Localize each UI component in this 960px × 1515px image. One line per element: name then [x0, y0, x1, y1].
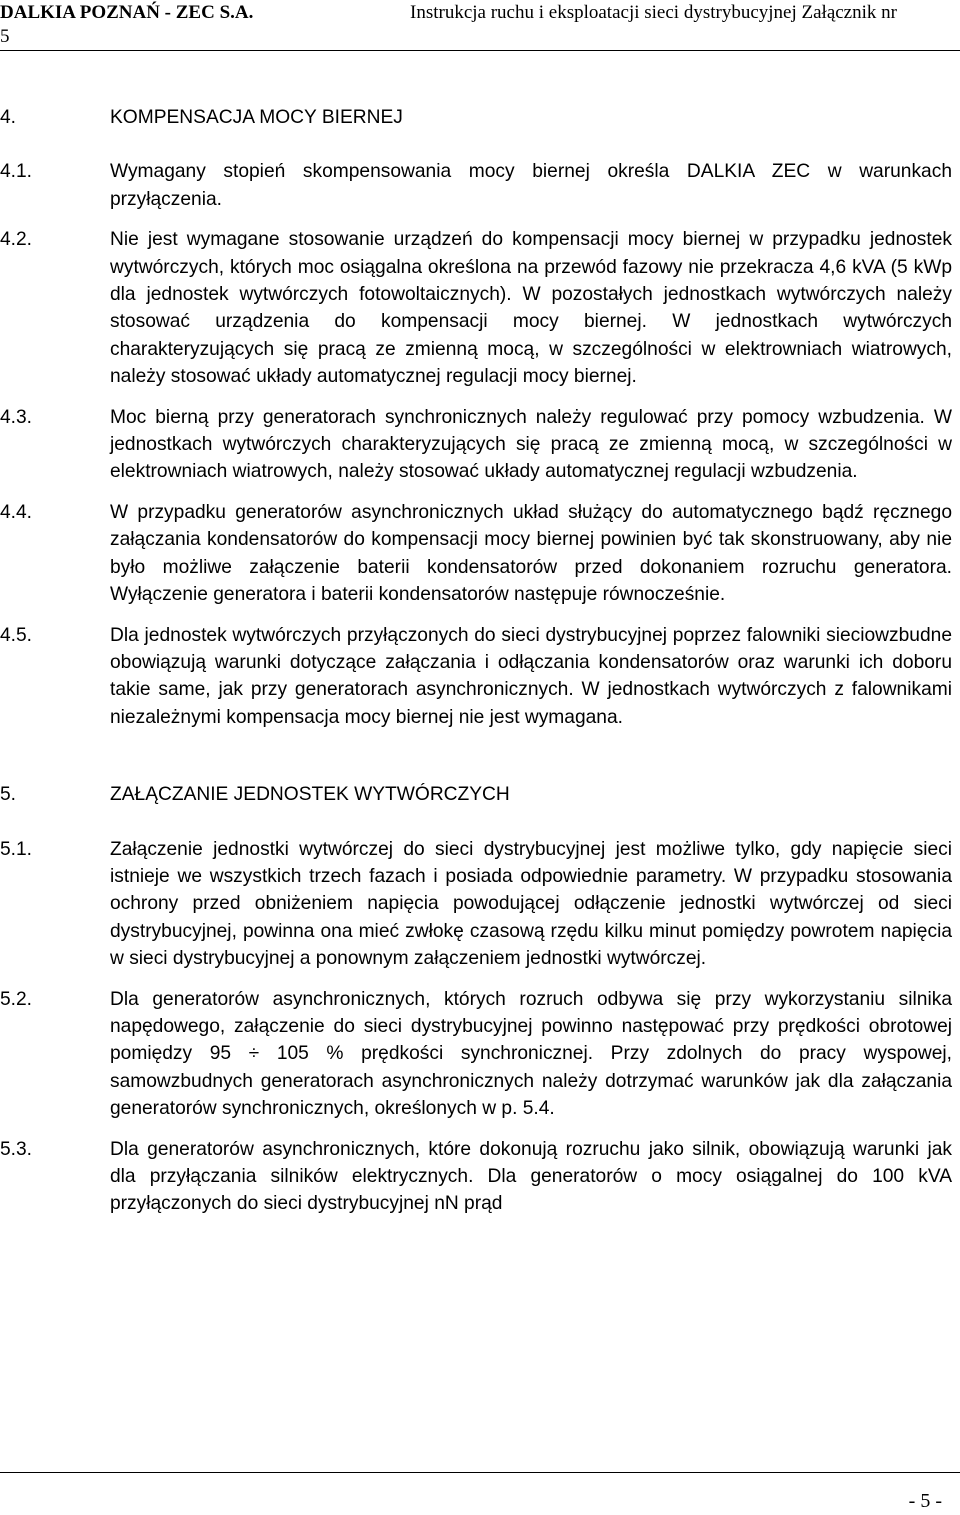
paragraph-number: 4.1.	[0, 161, 33, 183]
paragraph	[0, 404, 952, 486]
paragraph	[0, 836, 952, 973]
page-number: - 5 -	[908, 1490, 942, 1512]
paragraph-number: 4.4.	[0, 501, 33, 523]
paragraph	[0, 1136, 952, 1218]
paragraph-number: 5.1.	[0, 838, 33, 860]
page-header	[0, 0, 960, 51]
paragraph-text: Moc bierną przy generatorach synchronicznych należy regulować przy pomocy wzbudzenia. W jednostkach wytwórczych charakteryzujących się pracą ze zmienną mocą, w szczególności w elektrowniach wiatrowych, należy stosować układy automatycznej regulacji wzbudzenia.	[110, 406, 952, 483]
paragraph	[0, 986, 952, 1123]
paragraph	[0, 499, 952, 609]
paragraph-text: Dla generatorów asynchronicznych, które dokonują rozruchu jako silnik, obowiązują warunki jak dla przyłączania silników elektrycznych. Dla generatorów o mocy osiągalnej do 100 kVA przyłączonych do sieci dystrybucyjnej nN prąd	[110, 1138, 952, 1215]
paragraph	[0, 226, 952, 390]
document-title: Instrukcja ruchu i eksploatacji sieci dystrybucyjnej Załącznik nr	[410, 2, 897, 23]
document-body	[0, 104, 952, 1218]
paragraph-number: 4.5.	[0, 624, 33, 646]
document-title-continuation: 5	[0, 26, 10, 47]
paragraph-number: 4.2.	[0, 229, 33, 251]
paragraph-text: Załączenie jednostki wytwórczej do sieci dystrybucyjnej jest możliwe tylko, gdy napięcie sieci istnieje we wszystkich trzech fazach i posiada odpowiednie parametry. W przypadku stosowania ochrony przed obniżeniem napięcia powodującej odłączenie jednostki wytwórczej od sieci dystrybucyjnej, powinna ona mieć zwłokę czasową rzędu kilku minut pomiędzy powrotem napięcia w sieci dystrybucyjnej a ponownym załączeniem jednostki wytwórczej.	[110, 838, 952, 970]
section-heading	[0, 781, 952, 808]
paragraph-number: 5.2.	[0, 988, 33, 1010]
paragraph-text: Nie jest wymagane stosowanie urządzeń do kompensacji mocy biernej w przypadku jednostek wytwórczych, których moc osiągalna określona na przewód fazowy nie przekracza 4,6 kVA (5 kWp dla jednostek wytwórczych fotowoltaicznych). W pozostałych jednostkach wytwórczych należy stosować urządzenia do kompensacji mocy biernej. W jednostkach wytwórczych charakteryzujących się pracą ze zmienną mocą, w szczególności w elektrowniach wiatrowych, należy stosować układy automatycznej regulacji mocy biernej.	[110, 229, 952, 388]
paragraph	[0, 158, 952, 213]
paragraph-text: Wymagany stopień skompensowania mocy biernej określa DALKIA ZEC w warunkach przyłączenia.	[110, 161, 952, 210]
section-title: KOMPENSACJA MOCY BIERNEJ	[110, 107, 403, 128]
paragraph-text: W przypadku generatorów asynchronicznych układ służący do automatycznego bądź ręcznego załączania kondensatorów do kompensacji mocy biernej powinien być tak skonstruowany, aby nie było możliwe załączenie baterii kondensatorów przed dokonaniem rozruchu generatora. Wyłączenie generatora i baterii kondensatorów następuje równocześnie.	[110, 501, 952, 606]
paragraph-number: 5.3.	[0, 1138, 33, 1160]
paragraph-text: Dla jednostek wytwórczych przyłączonych do sieci dystrybucyjnej poprzez falowniki sieciowzbudne obowiązują warunki dotyczące załączania i odłączania kondensatorów oraz warunki ich doboru takie same, jak przy generatorach asynchronicznych. W jednostkach wytwórczych z falownikami niezależnymi kompensacja mocy biernej nie jest wymagana.	[110, 624, 952, 728]
section-title: ZAŁĄCZANIE JEDNOSTEK WYTWÓRCZYCH	[110, 784, 510, 806]
paragraph-text: Dla generatorów asynchronicznych, których rozruch odbywa się przy wykorzystaniu silnika napędowego, załączenie do sieci dystrybucyjnej powinno następować przy prędkości obrotowej pomiędzy 95 ÷ 105 % prędkości synchronicznej. Przy zdolnych do pracy wyspowej, samowzbudnych generatorach asynchronicznych należy dotrzymać warunków jak dla załączania generatorów synchronicznych, określonych w p. 5.4.	[110, 988, 952, 1120]
section-number: 5.	[0, 784, 17, 806]
section-number: 4.	[0, 107, 17, 128]
section-heading	[0, 104, 952, 131]
company-name: DALKIA POZNAŃ - ZEC S.A.	[0, 2, 254, 23]
footer-divider	[0, 1472, 960, 1473]
paragraph	[0, 622, 952, 732]
paragraph-number: 4.3.	[0, 406, 33, 428]
